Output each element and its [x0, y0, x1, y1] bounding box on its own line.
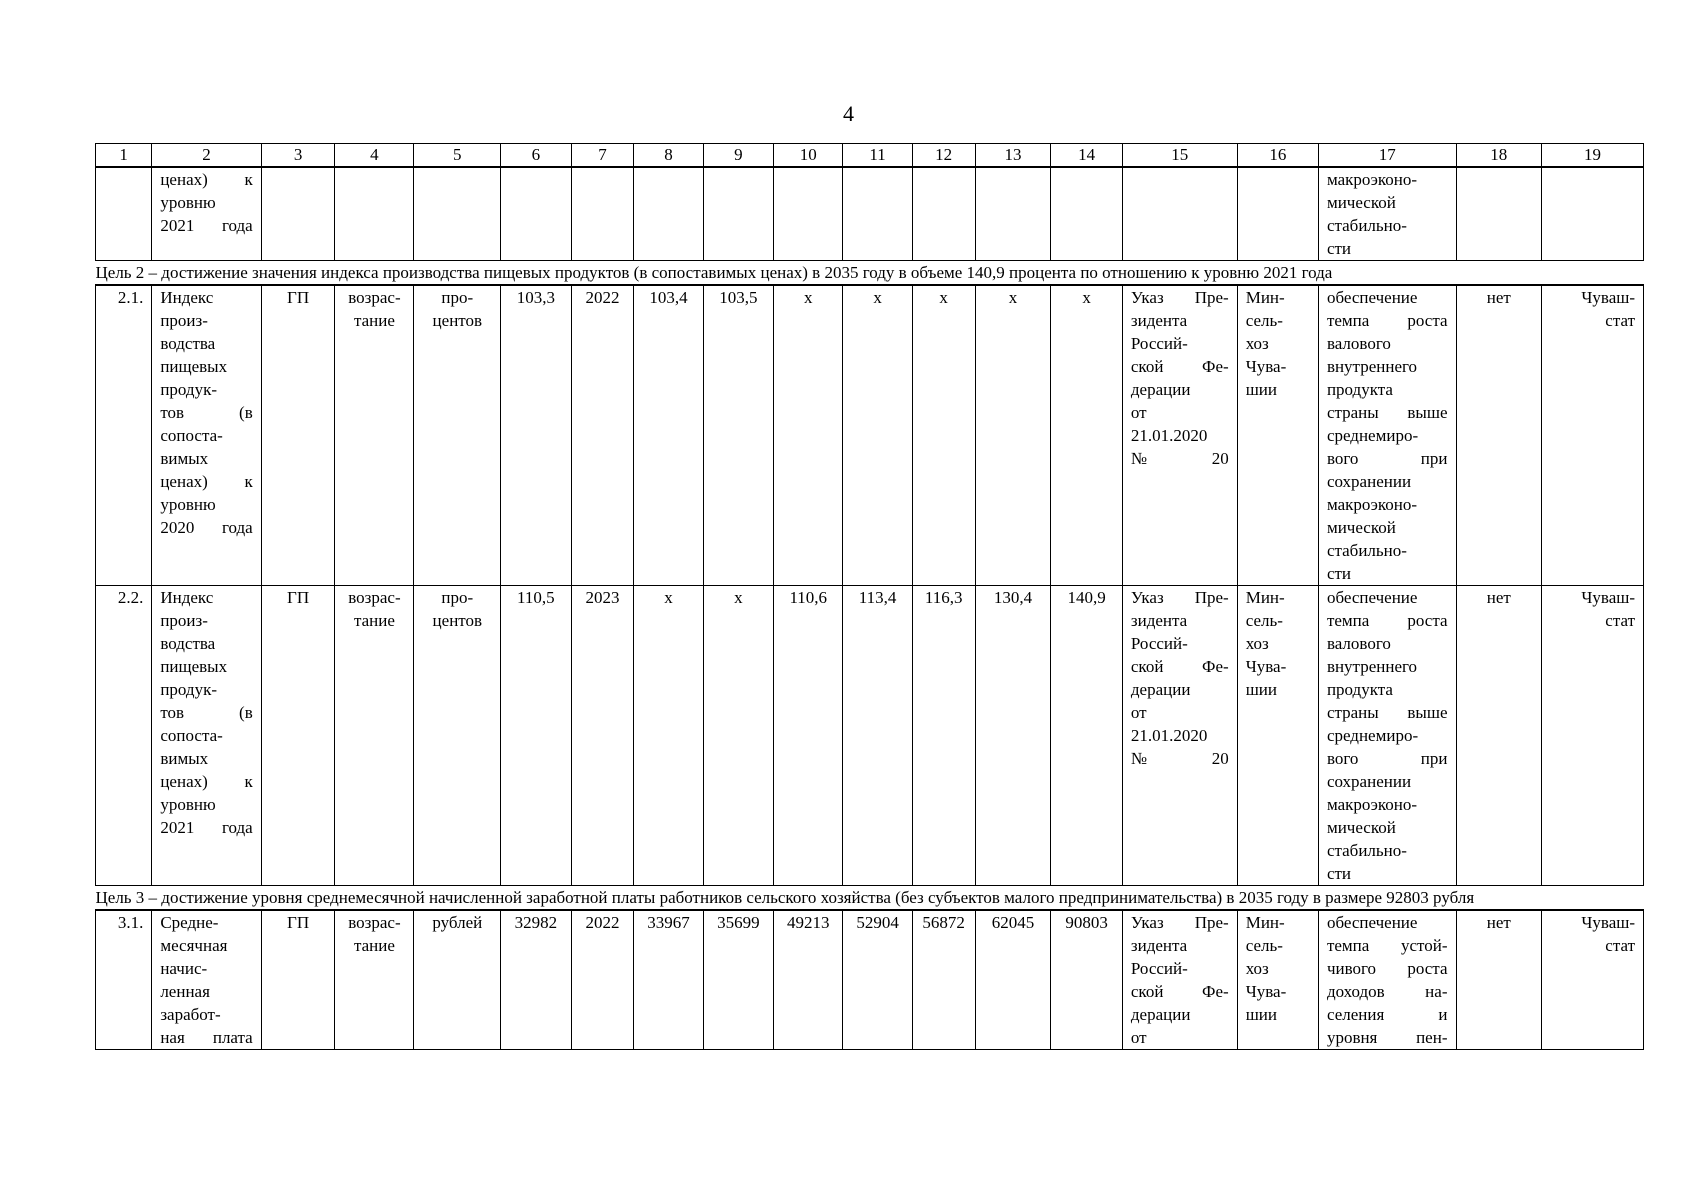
national-goal-cell: макроэконо- мической стабильно- сти: [1318, 167, 1456, 261]
column-header: 5: [414, 144, 501, 168]
base-value-cell: 110,5: [501, 586, 571, 886]
national-goal-cell: обеспечение темпа роста валового внутреннего продукта страны выше среднемиро- вого при сохранении макроэконо- мической стабильно- сти: [1318, 586, 1456, 886]
goal-row: [96, 261, 1644, 286]
source-cell: Чуваш- стат: [1542, 910, 1644, 1050]
value-cell: x: [1051, 285, 1122, 586]
indicator-name-cell: ценах) к уровню 2021 года: [152, 167, 261, 261]
value-cell: 103,5: [703, 285, 773, 586]
trend-cell: возрас- тание: [335, 910, 414, 1050]
gis-cell: нет: [1456, 586, 1542, 886]
value-cell: x: [912, 285, 975, 586]
indicator-level-cell: ГП: [261, 285, 335, 586]
document-cell: Указ Пре- зидента Россий- ской Фе- дерации от: [1122, 910, 1237, 1050]
value-cell: 56872: [912, 910, 975, 1050]
base-year-cell: 2023: [571, 586, 634, 886]
value-cell: 33967: [634, 910, 703, 1050]
indicators-table: [95, 143, 1644, 1050]
base-year-cell: 2022: [571, 910, 634, 1050]
value-cell: 52904: [843, 910, 912, 1050]
column-header: 1: [96, 144, 152, 168]
national-goal-cell: обеспечение темпа роста валового внутреннего продукта страны выше среднемиро- вого при сохранении макроэконо- мической стабильно- сти: [1318, 285, 1456, 586]
value-cell: 116,3: [912, 586, 975, 886]
base-year-cell: 2022: [571, 285, 634, 586]
column-header: 8: [634, 144, 703, 168]
value-cell: x: [634, 586, 703, 886]
page-number: 4: [843, 101, 854, 126]
indicator-level-cell: ГП: [261, 586, 335, 886]
column-header: 6: [501, 144, 571, 168]
document-cell: Указ Пре- зидента Россий- ской Фе- дерации от 21.01.2020 № 20: [1122, 285, 1237, 586]
column-header: 9: [703, 144, 773, 168]
column-header: 12: [912, 144, 975, 168]
value-cell: 62045: [975, 910, 1051, 1050]
column-header: 16: [1237, 144, 1318, 168]
base-value-cell: 103,3: [501, 285, 571, 586]
indicator-row: [96, 910, 1644, 1050]
value-cell: 140,9: [1051, 586, 1122, 886]
source-cell: Чуваш- стат: [1542, 285, 1644, 586]
responsible-cell: Мин- сель- хоз Чува- шии: [1237, 910, 1318, 1050]
gis-cell: нет: [1456, 285, 1542, 586]
value-cell: 49213: [774, 910, 843, 1050]
column-header: 2: [152, 144, 261, 168]
gis-cell: нет: [1456, 910, 1542, 1050]
column-header-row: [96, 144, 1644, 168]
goal-row: [96, 886, 1644, 911]
value-cell: 35699: [703, 910, 773, 1050]
column-header: 11: [843, 144, 912, 168]
value-cell: x: [774, 285, 843, 586]
row-number: 3.1.: [96, 910, 152, 1050]
value-cell: 130,4: [975, 586, 1051, 886]
column-header: 10: [774, 144, 843, 168]
trend-cell: возрас- тание: [335, 285, 414, 586]
column-header: 3: [261, 144, 335, 168]
value-cell: 103,4: [634, 285, 703, 586]
base-value-cell: 32982: [501, 910, 571, 1050]
indicator-row: [96, 586, 1644, 886]
indicator-name-cell: Средне- месячная начис- ленная заработ- ная плата: [152, 910, 261, 1050]
value-cell: 110,6: [774, 586, 843, 886]
column-header: 17: [1318, 144, 1456, 168]
source-cell: Чуваш- стат: [1542, 586, 1644, 886]
column-header: 15: [1122, 144, 1237, 168]
indicator-name-cell: Индекс произ- водства пищевых продук- тов (в сопоста- вимых ценах) к уровню 2021 года: [152, 586, 261, 886]
column-header: 19: [1542, 144, 1644, 168]
trend-cell: возрас- тание: [335, 586, 414, 886]
value-cell: x: [843, 285, 912, 586]
national-goal-cell: обеспечение темпа устой- чивого роста доходов на- селения и уровня пен-: [1318, 910, 1456, 1050]
column-header: 18: [1456, 144, 1542, 168]
indicator-row: [96, 285, 1644, 586]
value-cell: 90803: [1051, 910, 1122, 1050]
column-header: 4: [335, 144, 414, 168]
goal-3-heading: Цель 3 – достижение уровня среднемесячной начисленной заработной платы работников сельского хозяйства (без субъектов малого предпринимательства) в 2035 году в размере 92803 рубля: [96, 886, 1644, 911]
value-cell: 113,4: [843, 586, 912, 886]
goal-2-heading: Цель 2 – достижение значения индекса производства пищевых продуктов (в сопоставимых ценах) в 2035 году в объеме 140,9 процента по отношению к уровню 2021 года: [96, 261, 1644, 286]
column-header: 7: [571, 144, 634, 168]
indicator-level-cell: ГП: [261, 910, 335, 1050]
value-cell: x: [703, 586, 773, 886]
indicator-name-cell: Индекс произ- водства пищевых продук- тов (в сопоста- вимых ценах) к уровню 2020 года: [152, 285, 261, 586]
unit-cell: про- центов: [414, 586, 501, 886]
document-cell: Указ Пре- зидента Россий- ской Фе- дерации от 21.01.2020 № 20: [1122, 586, 1237, 886]
continuation-row: [96, 167, 1644, 261]
row-number: 2.2.: [96, 586, 152, 886]
responsible-cell: Мин- сель- хоз Чува- шии: [1237, 586, 1318, 886]
column-header: 13: [975, 144, 1051, 168]
column-header: 14: [1051, 144, 1122, 168]
unit-cell: рублей: [414, 910, 501, 1050]
value-cell: x: [975, 285, 1051, 586]
row-number: 2.1.: [96, 285, 152, 586]
responsible-cell: Мин- сель- хоз Чува- шии: [1237, 285, 1318, 586]
unit-cell: про- центов: [414, 285, 501, 586]
